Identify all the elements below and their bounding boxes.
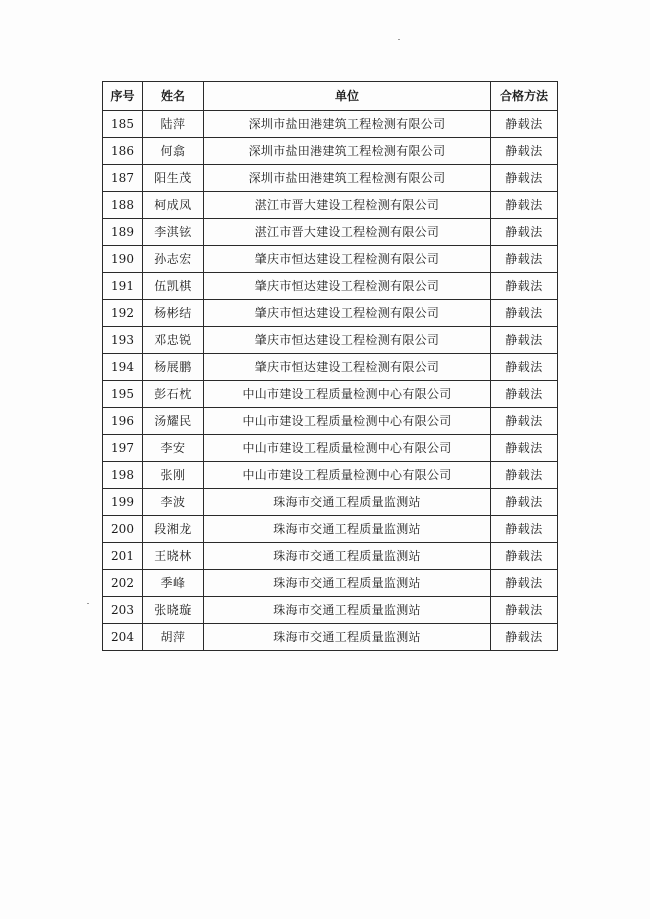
header-name: 姓名 — [143, 82, 204, 111]
organization-name: 肇庆市恒达建设工程检测有限公司 — [204, 273, 491, 300]
qualified-method: 静载法 — [491, 597, 558, 624]
table-row — [103, 570, 558, 597]
person-name: 季峰 — [143, 570, 204, 597]
person-name: 汤耀民 — [143, 408, 204, 435]
header-method: 合格方法 — [491, 82, 558, 111]
organization-name: 中山市建设工程质量检测中心有限公司 — [204, 435, 491, 462]
table-row — [103, 138, 558, 165]
row-number: 195 — [103, 381, 143, 408]
organization-name: 深圳市盐田港建筑工程检测有限公司 — [204, 165, 491, 192]
qualified-method: 静载法 — [491, 516, 558, 543]
roster-body — [103, 111, 558, 651]
row-number: 194 — [103, 354, 143, 381]
person-name: 李淇铉 — [143, 219, 204, 246]
table-row — [103, 300, 558, 327]
organization-name: 肇庆市恒达建设工程检测有限公司 — [204, 354, 491, 381]
qualified-method: 静载法 — [491, 489, 558, 516]
organization-name: 珠海市交通工程质量监测站 — [204, 543, 491, 570]
person-name: 伍凯棋 — [143, 273, 204, 300]
organization-name: 肇庆市恒达建设工程检测有限公司 — [204, 300, 491, 327]
organization-name: 珠海市交通工程质量监测站 — [204, 624, 491, 651]
table-row — [103, 435, 558, 462]
organization-name: 深圳市盐田港建筑工程检测有限公司 — [204, 138, 491, 165]
row-number: 186 — [103, 138, 143, 165]
qualified-method: 静载法 — [491, 273, 558, 300]
qualified-method: 静载法 — [491, 408, 558, 435]
table-row — [103, 381, 558, 408]
row-number: 191 — [103, 273, 143, 300]
qualified-method: 静载法 — [491, 624, 558, 651]
qualified-method: 静载法 — [491, 354, 558, 381]
person-name: 胡萍 — [143, 624, 204, 651]
qualified-method: 静载法 — [491, 111, 558, 138]
row-number: 202 — [103, 570, 143, 597]
qualified-method: 静载法 — [491, 300, 558, 327]
row-number: 192 — [103, 300, 143, 327]
table-row — [103, 597, 558, 624]
table-row — [103, 462, 558, 489]
person-name: 孙志宏 — [143, 246, 204, 273]
person-name: 段湘龙 — [143, 516, 204, 543]
table-row — [103, 624, 558, 651]
row-number: 188 — [103, 192, 143, 219]
person-name: 杨彬结 — [143, 300, 204, 327]
qualified-method: 静载法 — [491, 462, 558, 489]
organization-name: 中山市建设工程质量检测中心有限公司 — [204, 408, 491, 435]
person-name: 彭石枕 — [143, 381, 204, 408]
qualified-method: 静载法 — [491, 381, 558, 408]
organization-name: 珠海市交通工程质量监测站 — [204, 516, 491, 543]
organization-name: 中山市建设工程质量检测中心有限公司 — [204, 381, 491, 408]
person-name: 邓忠锐 — [143, 327, 204, 354]
qualified-method: 静载法 — [491, 219, 558, 246]
table-row — [103, 408, 558, 435]
table-row — [103, 219, 558, 246]
person-name: 杨展鹏 — [143, 354, 204, 381]
table-row — [103, 273, 558, 300]
row-number: 198 — [103, 462, 143, 489]
header-row — [103, 82, 558, 111]
qualified-method: 静载法 — [491, 192, 558, 219]
row-number: 201 — [103, 543, 143, 570]
table-row — [103, 192, 558, 219]
organization-name: 珠海市交通工程质量监测站 — [204, 489, 491, 516]
person-name: 阳生茂 — [143, 165, 204, 192]
qualified-method: 静载法 — [491, 138, 558, 165]
person-name: 何翕 — [143, 138, 204, 165]
header-unit: 单位 — [204, 82, 491, 111]
organization-name: 肇庆市恒达建设工程检测有限公司 — [204, 327, 491, 354]
qualified-method: 静载法 — [491, 570, 558, 597]
qualified-method: 静载法 — [491, 543, 558, 570]
organization-name: 深圳市盐田港建筑工程检测有限公司 — [204, 111, 491, 138]
table-row — [103, 246, 558, 273]
organization-name: 湛江市晋大建设工程检测有限公司 — [204, 219, 491, 246]
person-name: 张刚 — [143, 462, 204, 489]
scan-speck — [87, 603, 89, 604]
scan-speck — [398, 39, 400, 40]
row-number: 199 — [103, 489, 143, 516]
row-number: 200 — [103, 516, 143, 543]
row-number: 193 — [103, 327, 143, 354]
person-name: 张晓璇 — [143, 597, 204, 624]
person-name: 李安 — [143, 435, 204, 462]
table-row — [103, 354, 558, 381]
row-number: 204 — [103, 624, 143, 651]
table-row — [103, 327, 558, 354]
organization-name: 中山市建设工程质量检测中心有限公司 — [204, 462, 491, 489]
person-name: 李波 — [143, 489, 204, 516]
row-number: 190 — [103, 246, 143, 273]
person-name: 柯成凤 — [143, 192, 204, 219]
qualified-method: 静载法 — [491, 246, 558, 273]
roster-table — [102, 81, 558, 651]
row-number: 203 — [103, 597, 143, 624]
person-name: 陆萍 — [143, 111, 204, 138]
qualified-method: 静载法 — [491, 165, 558, 192]
row-number: 196 — [103, 408, 143, 435]
row-number: 189 — [103, 219, 143, 246]
qualified-method: 静载法 — [491, 327, 558, 354]
table-row — [103, 489, 558, 516]
row-number: 185 — [103, 111, 143, 138]
header-no: 序号 — [103, 82, 143, 111]
organization-name: 珠海市交通工程质量监测站 — [204, 597, 491, 624]
row-number: 187 — [103, 165, 143, 192]
table-row — [103, 543, 558, 570]
table-row — [103, 516, 558, 543]
person-name: 王晓林 — [143, 543, 204, 570]
table-row — [103, 165, 558, 192]
organization-name: 湛江市晋大建设工程检测有限公司 — [204, 192, 491, 219]
table-row — [103, 111, 558, 138]
organization-name: 肇庆市恒达建设工程检测有限公司 — [204, 246, 491, 273]
organization-name: 珠海市交通工程质量监测站 — [204, 570, 491, 597]
qualified-method: 静载法 — [491, 435, 558, 462]
row-number: 197 — [103, 435, 143, 462]
